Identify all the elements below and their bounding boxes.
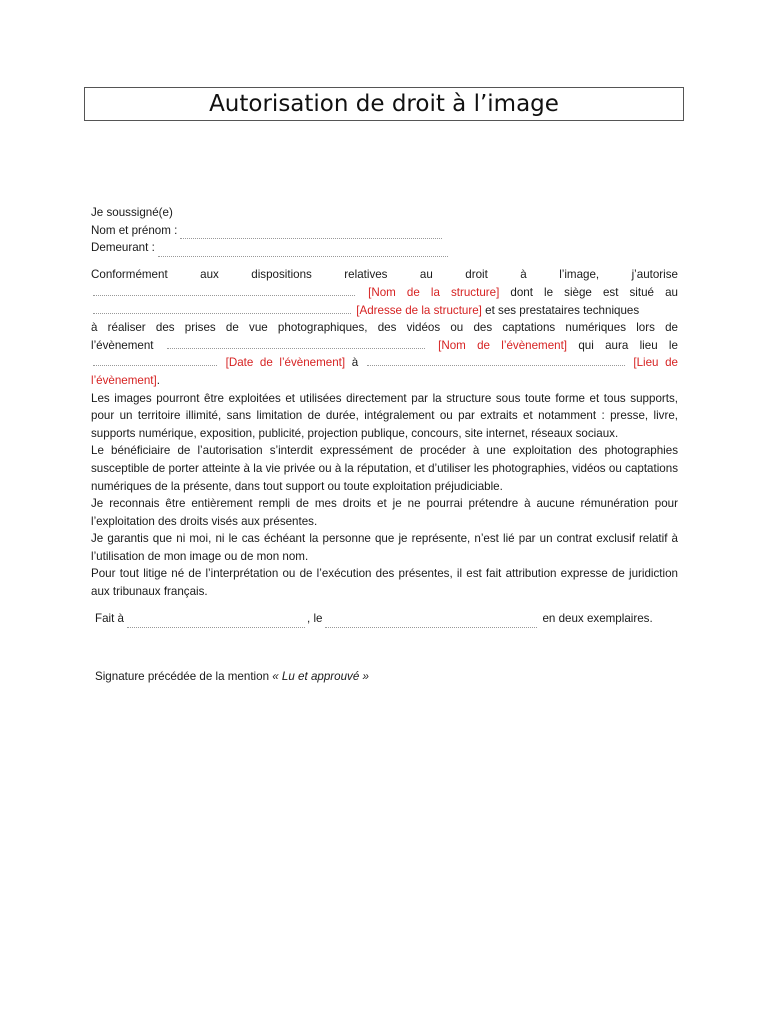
lieu-end: .	[156, 373, 160, 387]
nom-field[interactable]	[180, 227, 442, 239]
fait-lieu-field[interactable]	[127, 616, 305, 628]
signature-mention: « Lu et approuvé »	[272, 669, 369, 683]
evenement-prefix: l’évènement	[91, 338, 154, 352]
adresse-placeholder: [Adresse de la structure]	[356, 303, 482, 317]
conformement-line-3	[91, 302, 678, 320]
signature-text: Signature précédée de la mention	[95, 669, 270, 683]
lieu-placeholder-a: [Lieu de	[633, 356, 678, 370]
images-paragraph: Les images pourront être exploitées et utilisées directement par la structure sous toute forme et tous supports, pour un territoire illimité, sans limitation de durée, intégralement ou par extraits et notamment : presse, livre, supports numérique, exposition, publicité, projection publique, concours, site internet, réseaux sociaux.	[91, 391, 678, 440]
title-box	[84, 87, 684, 121]
conformement-line-5	[91, 337, 678, 355]
date-placeholder: [Date de l’évènement]	[225, 356, 346, 370]
fait-suffix: en deux exemplaires.	[542, 612, 653, 626]
nom-label: Nom et prénom :	[91, 223, 178, 237]
signature-line	[91, 668, 678, 686]
demeurant-label: Demeurant :	[91, 241, 155, 255]
siege-text: dont le siège est situé au	[510, 285, 678, 299]
demeurant-field[interactable]	[158, 245, 448, 257]
garantie-paragraph: Je garantis que ni moi, ni le cas échéant la personne que je représente, n’est lié par un contrat exclusif relatif à l’utilisation de mon image ou de mon nom.	[91, 532, 678, 563]
litige-paragraph: Pour tout litige né de l’interprétation ou de l’exécution des présentes, il est fait attribution expresse de juridiction aux tribunaux français.	[91, 567, 678, 599]
evenement-after: qui aura lieu le	[578, 338, 678, 352]
date-after: à	[351, 356, 359, 370]
conformement-line-7	[91, 372, 678, 390]
document-body	[91, 204, 678, 697]
conformement-line-2	[91, 284, 678, 302]
demeurant-line	[91, 239, 678, 257]
prestataires-text: et ses prestataires techniques	[485, 303, 640, 317]
remuneration-paragraph: Je reconnais être entièrement rempli de mes droits et je ne pourrai prétendre à aucune rémunération pour l’exploitation des droits visés aux présentes.	[91, 497, 678, 528]
conformement-line-4: à réaliser des prises de vue photographiques, des vidéos ou des captations numériques lors de	[91, 321, 678, 335]
beneficiaire-paragraph: Le bénéficiaire de l’autorisation s’interdit expressément de procéder à une exploitation des photographies susceptible de porter atteinte à la vie privée ou à la réputation, et d’utiliser les photographies, vidéos ou captations numériques de la présente, dans tout support ou toute exploitation préjudiciable.	[91, 444, 678, 493]
lieu-placeholder-b: l’évènement]	[91, 373, 157, 387]
soussigne-line: Je soussigné(e)	[91, 206, 173, 219]
evenement-field[interactable]	[167, 337, 425, 349]
evenement-placeholder: [Nom de l’évènement]	[438, 338, 568, 352]
date-field[interactable]	[93, 354, 217, 366]
fait-middle: , le	[307, 612, 323, 626]
fait-line	[91, 610, 678, 628]
fait-prefix: Fait à	[95, 612, 124, 626]
nom-line	[91, 222, 678, 240]
fait-date-field[interactable]	[325, 616, 537, 628]
lieu-field[interactable]	[367, 354, 625, 366]
structure-field[interactable]	[93, 284, 355, 296]
conformement-line-6	[91, 354, 678, 372]
adresse-field[interactable]	[93, 302, 351, 314]
conformement-paragraph	[91, 266, 678, 389]
document-title: Autorisation de droit à l’image	[209, 91, 559, 117]
structure-placeholder: [Nom de la structure]	[368, 285, 500, 299]
conformement-line-1: Conformément aux dispositions relatives au droit à l’image, j’autorise	[91, 268, 678, 282]
